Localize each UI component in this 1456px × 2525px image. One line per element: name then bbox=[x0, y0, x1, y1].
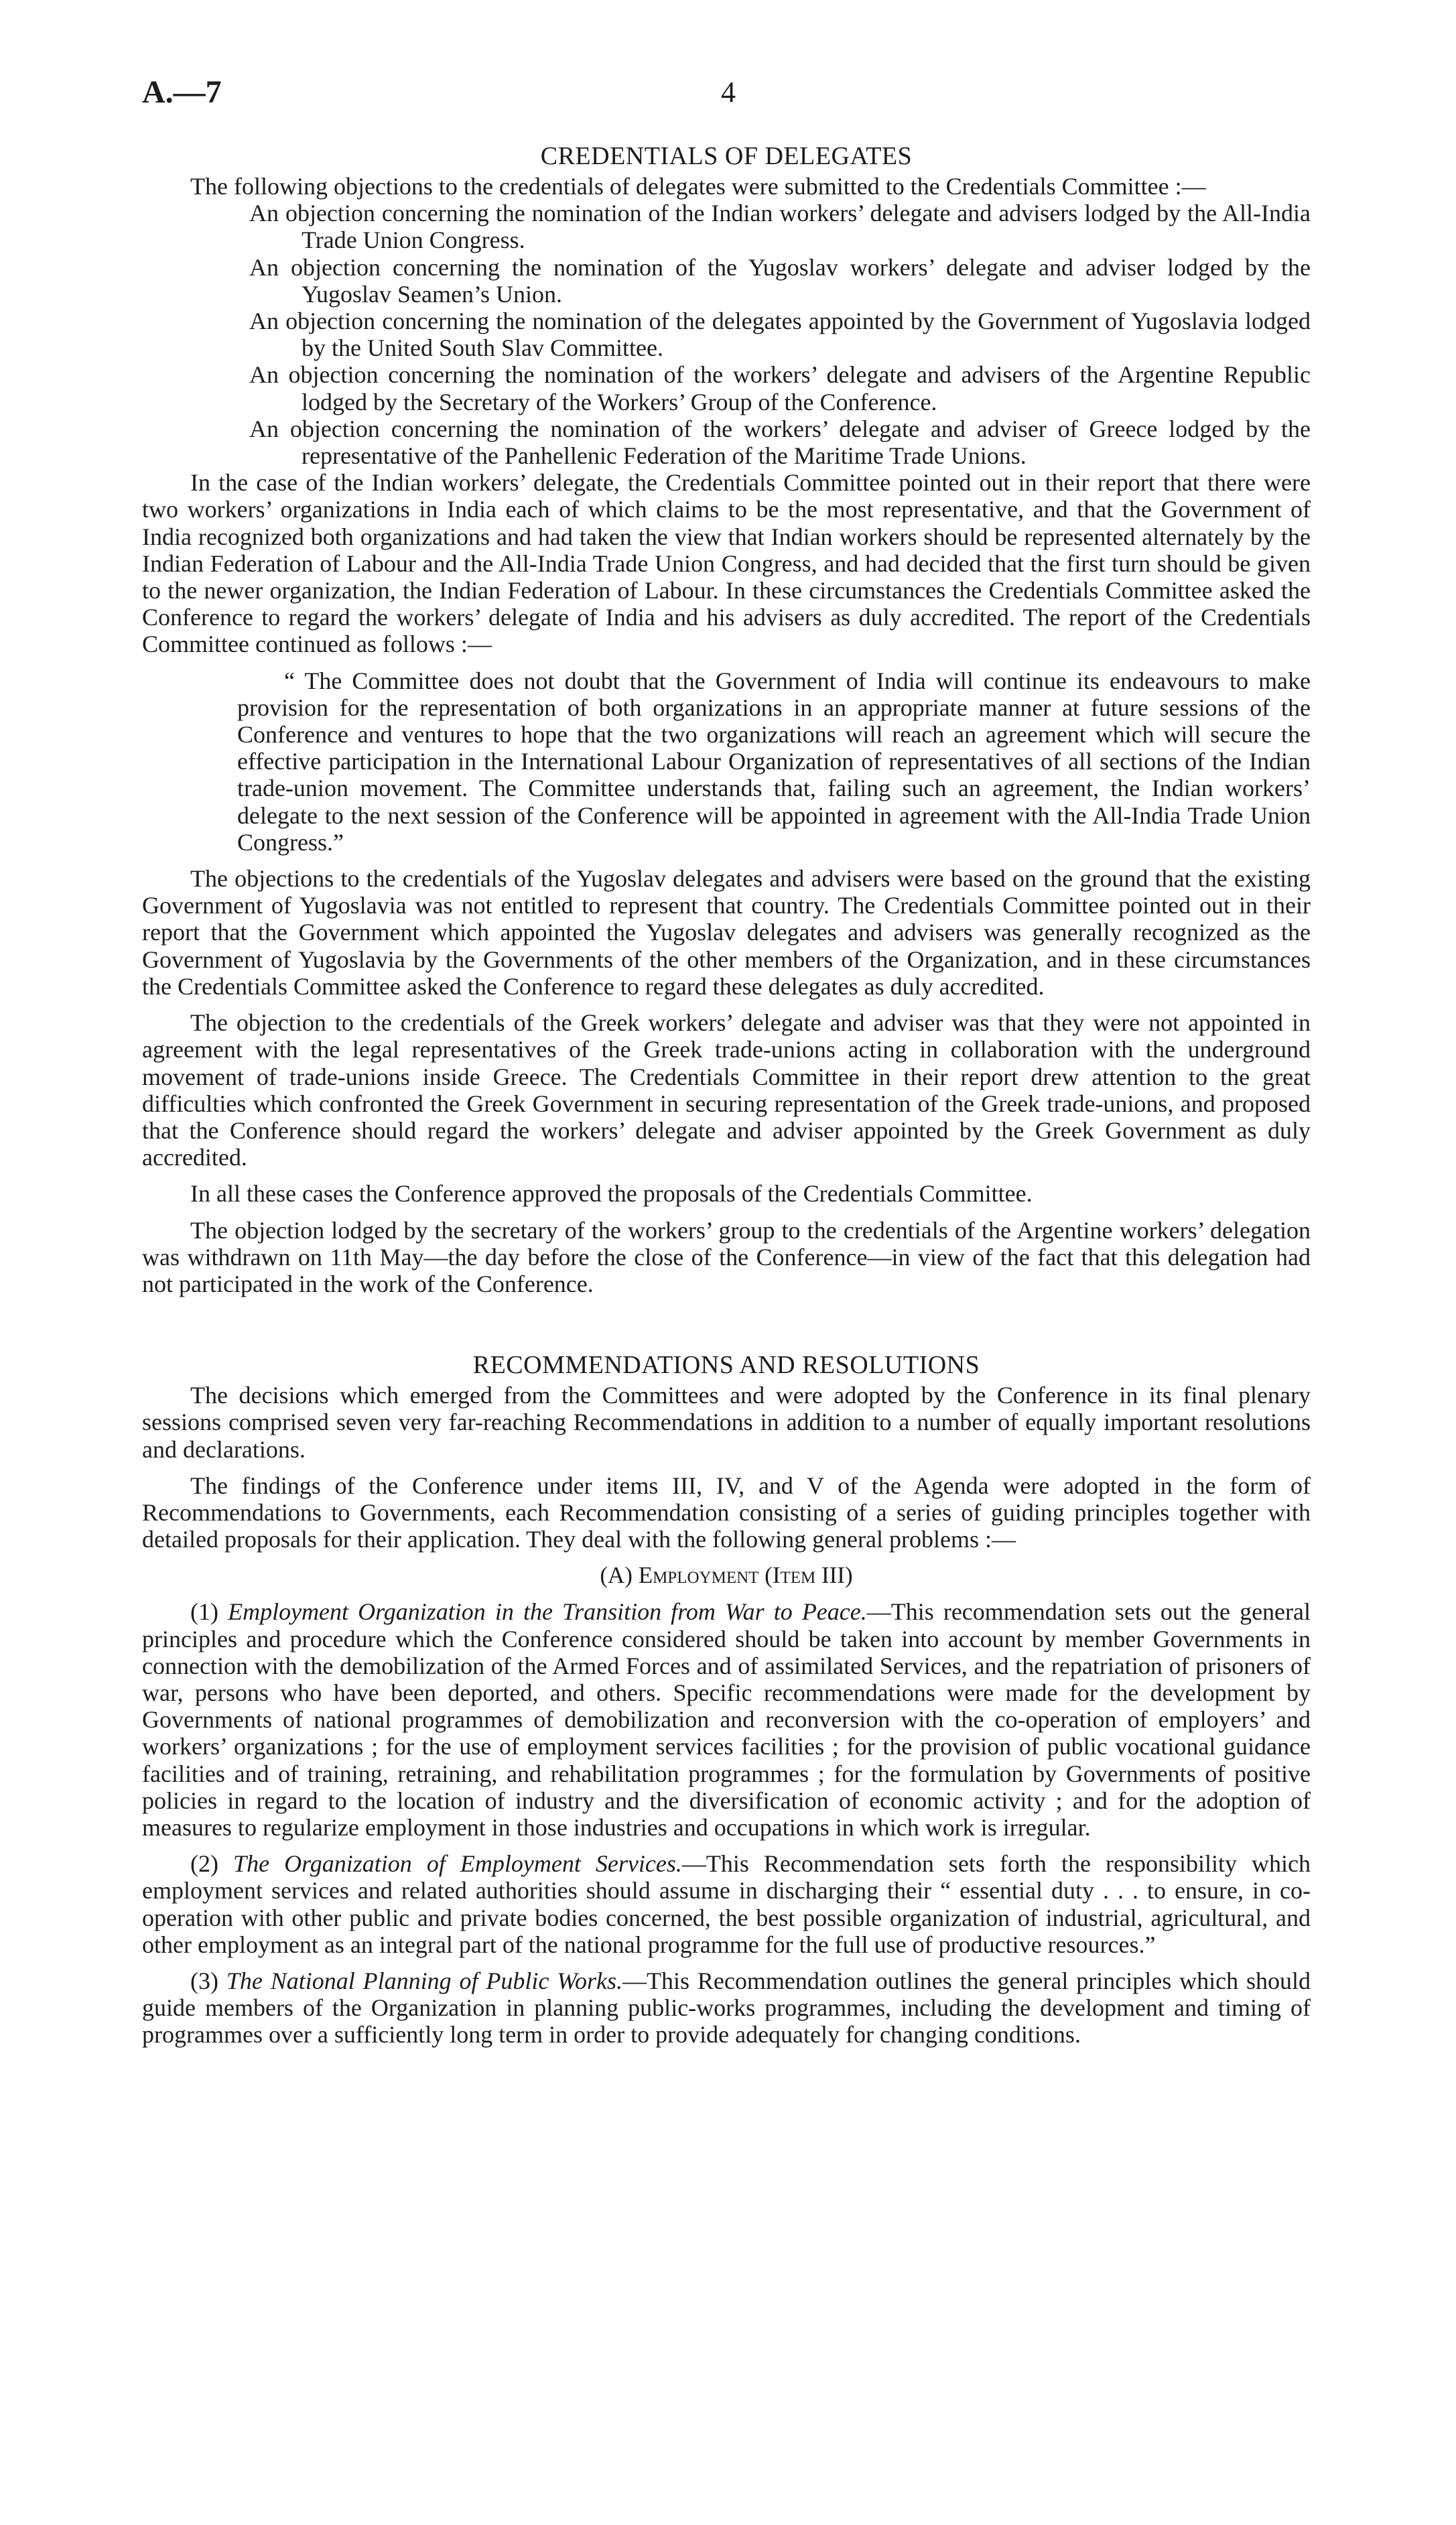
item-title: Employment Organization in the Transition from War to Peace. bbox=[228, 1598, 867, 1626]
recommendations-paragraph-2: The findings of the Conference under items III, IV, and V of the Agenda were adopted in the form of Recommendations to Governments, each Recommendation consisting of a series of guiding principles together with detailed proposals for their application. They deal with the following general problems :— bbox=[142, 1472, 1311, 1553]
approval-paragraph: In all these cases the Conference approved the proposals of the Credentials Committee. bbox=[190, 1180, 1033, 1208]
credentials-heading: CREDENTIALS OF DELEGATES bbox=[540, 142, 913, 170]
recommendation-item bbox=[142, 1967, 1311, 2049]
item-number: (1) bbox=[190, 1598, 218, 1626]
item-title: The Organization of Employment Services. bbox=[233, 1850, 682, 1878]
objection-item: An objection concerning the nomination of the Indian workers’ delegate and advisers lodged by the All-India Trade Union Congress. bbox=[249, 200, 1311, 254]
objection-item: An objection concerning the nomination of the workers’ delegate and adviser of Greece lodged by the representative of the Panhellenic Federation of the Maritime Trade Unions. bbox=[249, 415, 1311, 470]
objection-list bbox=[142, 200, 1311, 469]
credentials-intro: The following objections to the credentials of delegates were submitted to the Credentials Committee :— bbox=[190, 173, 1206, 200]
committee-quote: “ The Committee does not doubt that the Government of India will continue its endeavours to make provision for the representation of both organizations in an appropriate manner at future sessions of the Conference and ventures to hope that the two organizations will reach an agreement which will secure the effective participation in the International Labour Organization of representatives of all sections of the Indian trade-union movement. The Committee understands that, failing such an agreement, the Indian workers’ delegate to the next session of the Conference will be appointed in agreement with the All-India Trade Union Congress.” bbox=[237, 667, 1311, 856]
item-text: —This Recommendation outlines the general principles which should guide members of the Organization in planning public-works programmes, including the development and timing of programmes over a sufficiently long term in order to provide adequately for changing conditions. bbox=[142, 1967, 1311, 2049]
item-text: —This Recommendation sets forth the responsibility which employment services and related authorities should assume in discharging their “ essential duty . . . to ensure, in co-operation with other public and private bodies concerned, the best possible organization of industrial, agricultural, and other employment as an integral part of the national programme for the full use of productive resources.” bbox=[142, 1850, 1311, 1958]
yugoslav-paragraph: The objections to the credentials of the Yugoslav delegates and advisers were based on the ground that the existing Government of Yugoslavia was not entitled to represent that country. The Credentials Committee pointed out in their report that the Government which appointed the Yugoslav delegates and advisers was generally recognized as the Government of Yugoslavia by the Governments of the other members of the Organization, and in these circumstances the Credentials Committee asked the Conference to regard these delegates as duly accredited. bbox=[142, 865, 1311, 1000]
page-header bbox=[142, 74, 1313, 119]
greek-paragraph: The objection to the credentials of the Greek workers’ delegate and adviser was that they were not appointed in agreement with the legal representatives of the Greek trade-unions acting in collaboration with the underground movement of trade-unions inside Greece. The Credentials Committee in their report drew attention to the great difficulties which confronted the Greek Government in securing representation of the Greek trade-unions, and proposed that the Conference should regard the workers’ delegate and adviser appointed by the Greek Government as duly accredited. bbox=[142, 1009, 1311, 1171]
item-text: —This recommendation sets out the general principles and procedure which the Conference considered should be taken into account by member Governments in connection with the demobilization of the Armed Forces and of assimilated Services, and the repatriation of prisoners of war, persons who have been deported, and others. Specific recommendations were made for the development by Governments of national programmes of demobilization and reconversion with the co-operation of employers’ and workers’ organizations ; for the use of employment services facilities ; for the provision of public vocational guidance facilities and of training, retraining, and rehabilitation programmes ; for the formulation by Governments of positive policies in regard to the location of industry and the diversification of economic activity ; and for the adoption of measures to regularize employment in those industries and occupations in which work is irregular. bbox=[142, 1598, 1311, 1841]
objection-item: An objection concerning the nomination of the workers’ delegate and advisers of the Argentine Republic lodged by the Secretary of the Workers’ Group of the Conference. bbox=[249, 361, 1311, 415]
argentine-paragraph: The objection lodged by the secretary of the workers’ group to the credentials of the Argentine workers’ delegation was withdrawn on 11th May—the day before the close of the Conference—in view of the fact that this delegation had not participated in the work of the Conference. bbox=[142, 1216, 1311, 1297]
recommendations-heading: RECOMMENDATIONS AND RESOLUTIONS bbox=[472, 1351, 980, 1380]
document-reference: A.—7 bbox=[142, 74, 222, 110]
item-number: (3) bbox=[190, 1967, 218, 1994]
recommendation-item bbox=[142, 1850, 1311, 1958]
employment-subheading: (A) Employment (Item III) bbox=[600, 1562, 853, 1589]
item-number: (2) bbox=[190, 1850, 218, 1878]
item-title: The National Planning of Public Works. bbox=[226, 1967, 622, 1994]
section-spacer bbox=[142, 1297, 1311, 1351]
page-number: 4 bbox=[721, 76, 736, 109]
objection-item: An objection concerning the nomination of the Yugoslav workers’ delegate and adviser lodged by the Yugoslav Seamen’s Union. bbox=[249, 253, 1311, 308]
india-paragraph: In the case of the Indian workers’ delegate, the Credentials Committee pointed out in their report that there were two workers’ organizations in India each of which claims to be the most representative, and that the Government of India recognized both organizations and had taken the view that Indian workers should be represented alternately by the Indian Federation of Labour and the All-India Trade Union Congress, and had decided that the first turn should be given to the newer organization, the Indian Federation of Labour. In these circumstances the Credentials Committee asked the Conference to regard the workers’ delegate of India and his advisers as duly accredited. The report of the Credentials Committee continued as follows :— bbox=[142, 469, 1311, 658]
recommendations-paragraph-1: The decisions which emerged from the Committees and were adopted by the Conference in its final plenary sessions comprised seven very far-reaching Recommendations in addition to a number of equally important resolutions and declarations. bbox=[142, 1382, 1311, 1463]
document-body bbox=[142, 142, 1311, 2049]
recommendation-item bbox=[142, 1598, 1311, 1841]
objection-item: An objection concerning the nomination of the delegates appointed by the Government of Yugoslavia lodged by the United South Slav Committee. bbox=[249, 308, 1311, 362]
